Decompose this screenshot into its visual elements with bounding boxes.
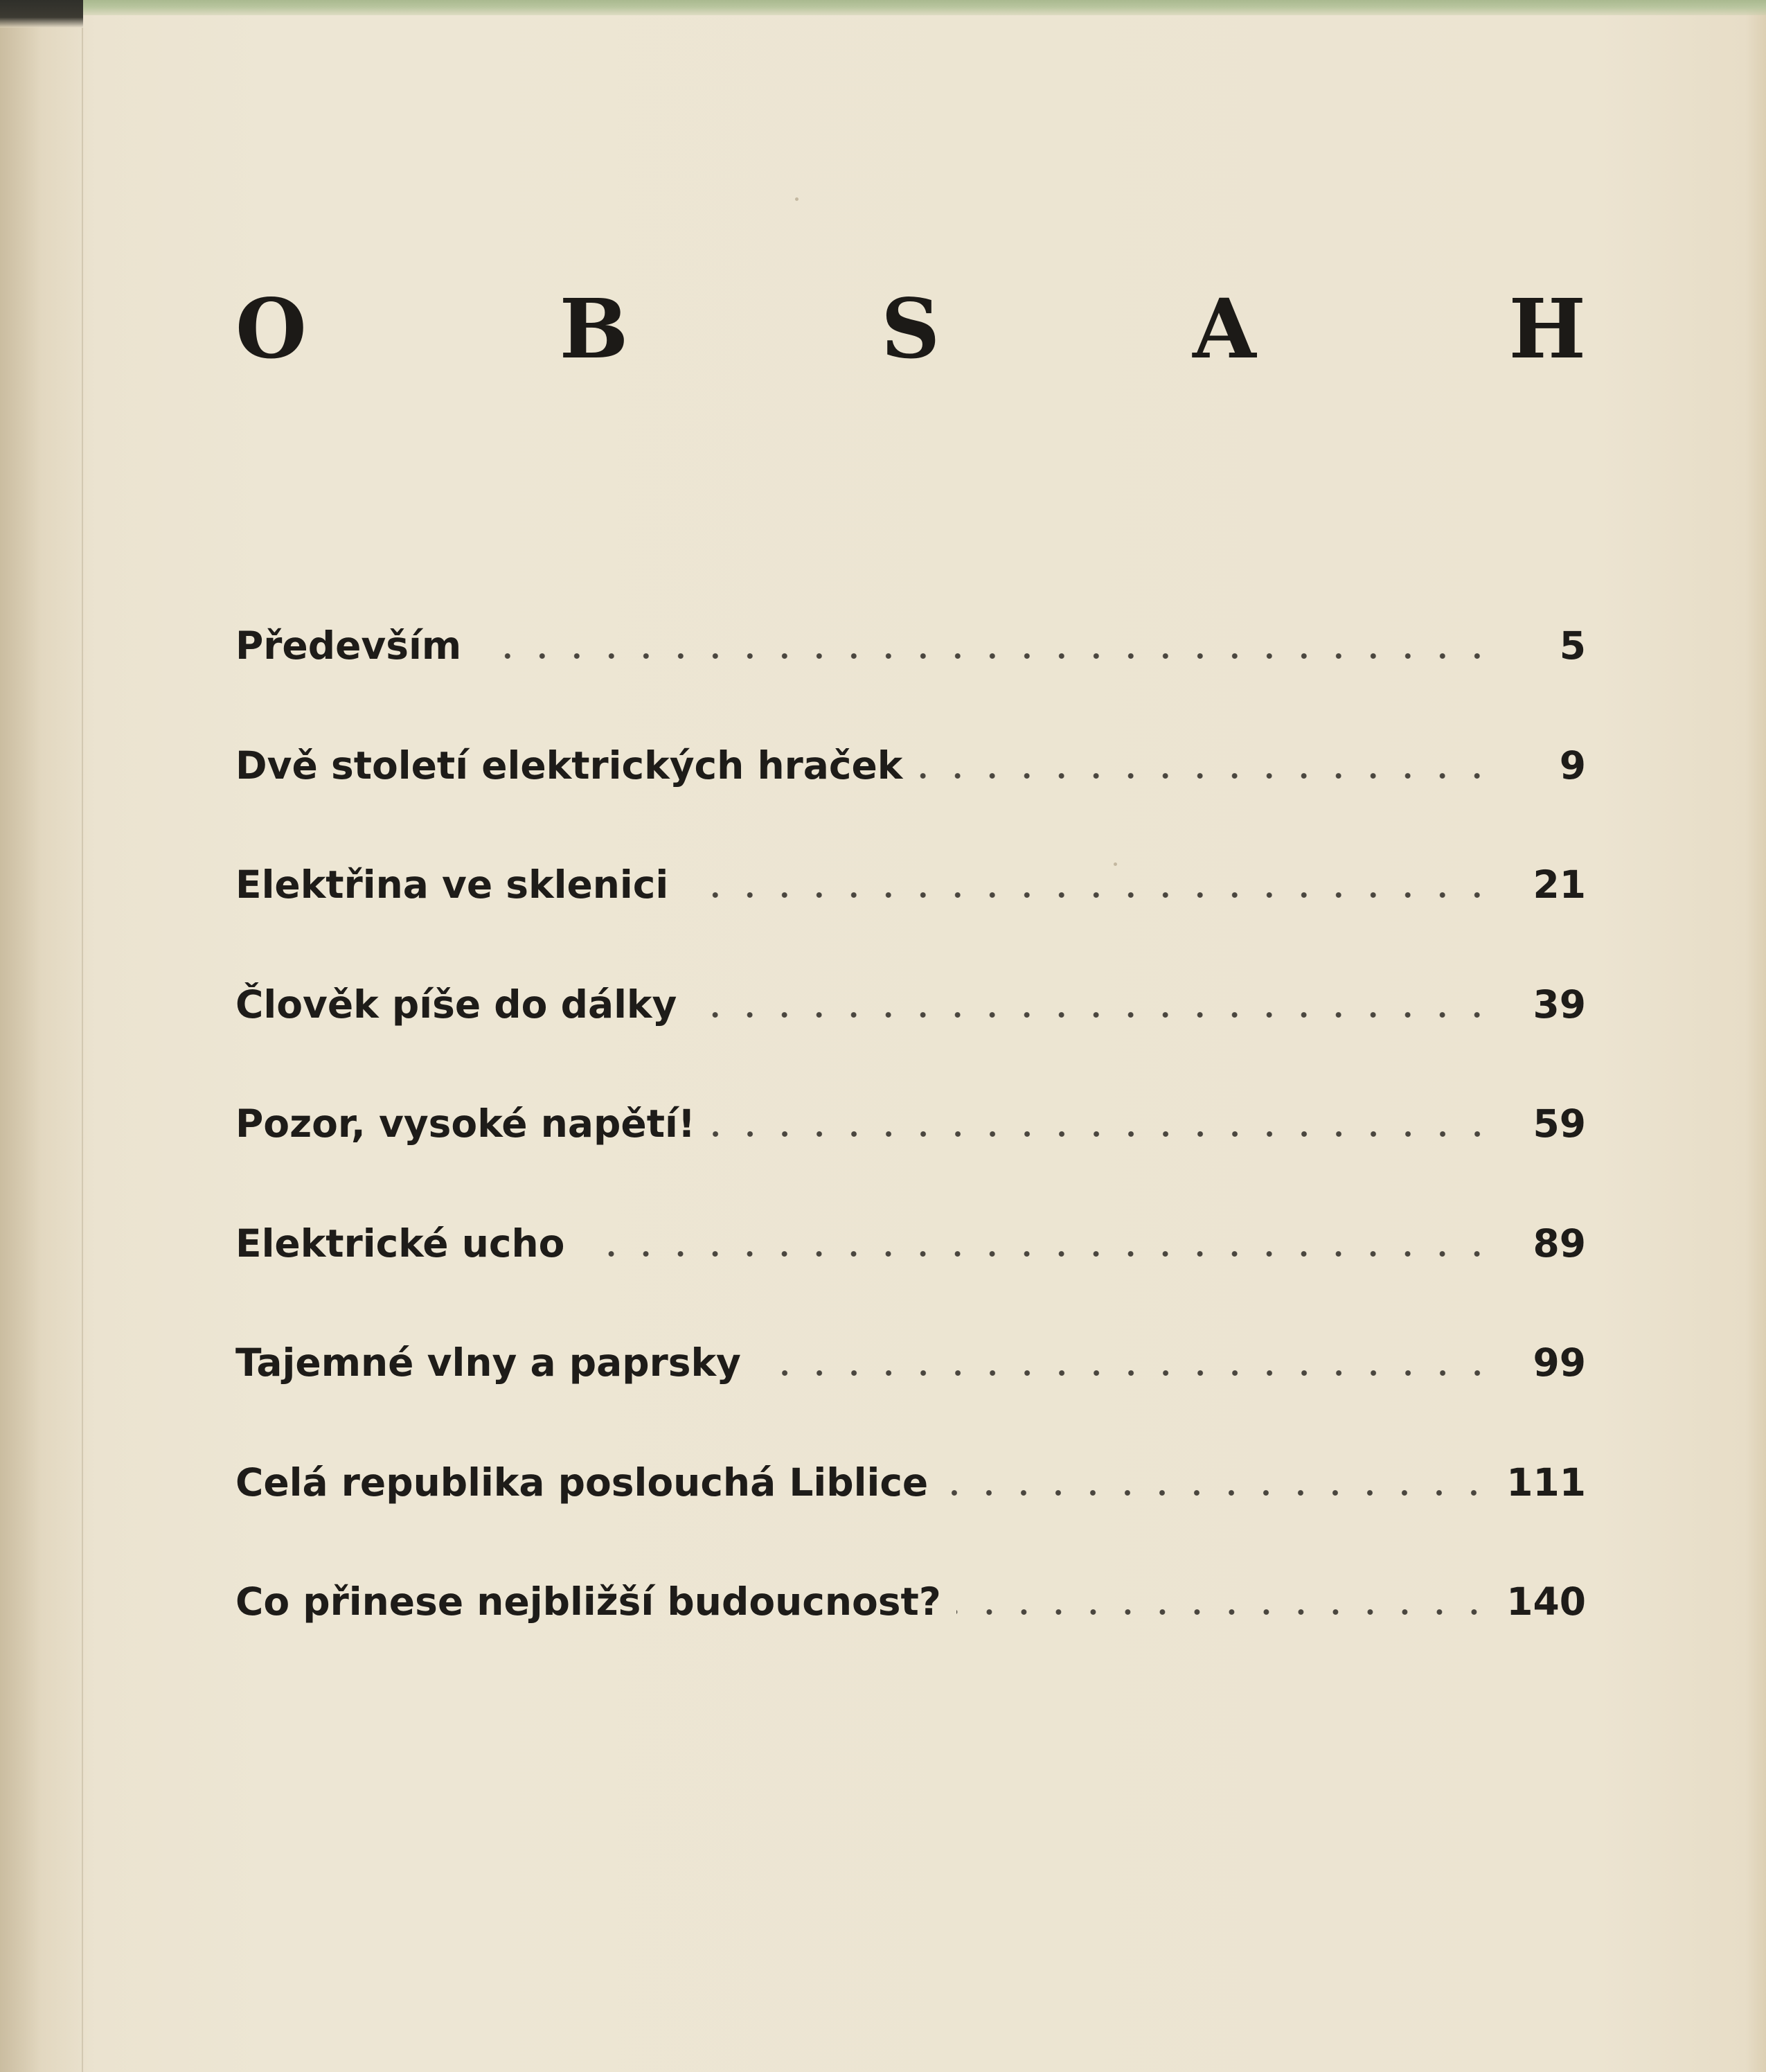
toc-entry-page: 59 [1533, 1101, 1586, 1146]
heading-letter: B [559, 281, 629, 377]
toc-entry-title: Elektřina ve sklenici [235, 862, 669, 907]
paper-speck [795, 197, 799, 201]
heading-letter: S [881, 281, 940, 377]
toc-entry [235, 1221, 1586, 1341]
toc-entry-page: 5 [1559, 623, 1586, 668]
toc-entry-page: 9 [1559, 743, 1586, 788]
toc-entry-title: Pozor, vysoké napětí! [235, 1101, 695, 1146]
toc-entry-page: 89 [1533, 1221, 1586, 1266]
toc-entry-page: 99 [1533, 1340, 1586, 1385]
toc-entry [235, 1460, 1586, 1580]
dot-leader [580, 1251, 1495, 1257]
toc-entry [235, 623, 1586, 743]
dot-leader [692, 1012, 1495, 1018]
toc-entry-title: Člověk píše do dálky [235, 982, 677, 1027]
toc-entry-title: Tajemné vlny a paprsky [235, 1340, 741, 1385]
toc-entry [235, 1101, 1586, 1221]
toc-entry-title: Elektrické ucho [235, 1221, 565, 1266]
heading-letter: O [235, 281, 307, 377]
dot-leader [956, 1609, 1491, 1615]
dot-leader [943, 1490, 1491, 1496]
toc-entry [235, 1340, 1586, 1460]
toc-entry [235, 982, 1586, 1102]
toc-entry-page: 39 [1533, 982, 1586, 1027]
toc-entry-title: Co přinese nejbližší budoucnost? [235, 1579, 941, 1624]
toc-entry-title: Celá republika poslouchá Liblice [235, 1460, 929, 1505]
toc-entry-page: 21 [1533, 862, 1586, 907]
gutter-fold-line [82, 28, 83, 2072]
toc-entry [235, 743, 1586, 863]
gutter-shadow [0, 28, 90, 2072]
toc-entry [235, 862, 1586, 982]
toc-entry-page: 111 [1506, 1460, 1586, 1505]
table-of-contents [235, 623, 1586, 1699]
heading-letter: A [1193, 281, 1256, 377]
heading-letter: H [1508, 281, 1586, 377]
binding-corner [0, 0, 83, 28]
toc-entry-page: 140 [1506, 1579, 1586, 1624]
dot-leader [756, 1370, 1495, 1376]
dot-leader [918, 773, 1495, 779]
toc-entry-title: Dvě století elektrických hraček [235, 743, 903, 788]
cover-edge [69, 0, 1766, 15]
toc-entry [235, 1579, 1586, 1699]
toc-entry-title: Především [235, 623, 462, 668]
dot-leader [684, 892, 1495, 898]
contents-heading [235, 277, 1586, 381]
dot-leader [476, 653, 1495, 659]
dot-leader [711, 1131, 1495, 1137]
